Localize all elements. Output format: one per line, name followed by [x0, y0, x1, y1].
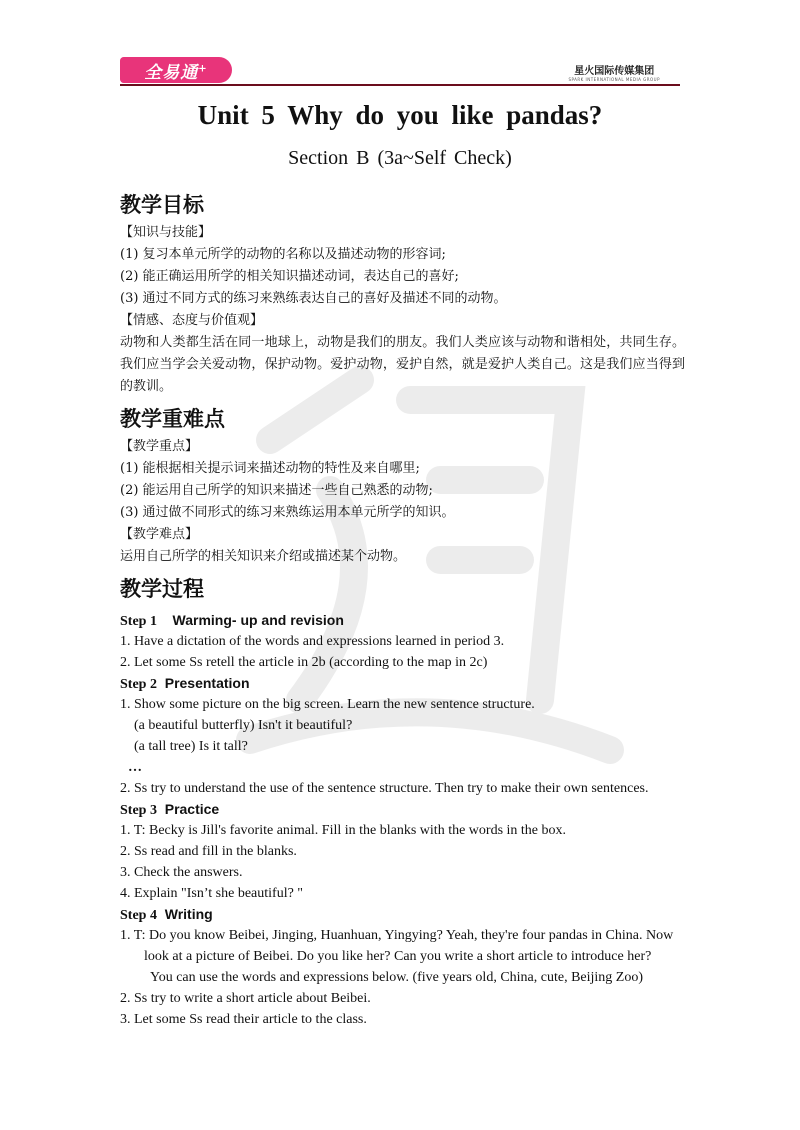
ellipsis: … [128, 760, 142, 775]
header-rule [120, 84, 680, 86]
focus-item: (3) 通过做不同形式的练习来熟练运用本单元所学的知识。 [120, 505, 455, 520]
page-title: Unit 5 Why do you like pandas? [197, 100, 603, 130]
step-line: 3. Let some Ss read their article to the class. [120, 1012, 367, 1027]
document-body [120, 188, 685, 1030]
step-line: look at a picture of Beibei. Do you like her? Can you write a short article to introduce her? [144, 949, 652, 964]
step-3-heading: Step 3 Practice [120, 801, 220, 818]
emotion-paragraph: 动物和人类都生活在同一地球上，动物是我们的朋友。我们人类应该与动物和谐相处，共同生存。我们应当学会关爱动物，保护动物。爱护动物，爱护自然，就是爱护人类自己。这是我们应当得到的教训。 [120, 335, 685, 394]
focus-label: 【教学重点】 [120, 439, 199, 454]
step-1-heading: Step 1 Warming- up and revision [120, 612, 344, 629]
step-4-heading: Step 4 Writing [120, 906, 213, 923]
step-line: 3. Check the answers. [120, 865, 243, 880]
step-line: 1. Have a dictation of the words and expressions learned in period 3. [120, 634, 505, 649]
step-line: 2. Ss read and fill in the blanks. [120, 844, 297, 859]
step-line: (a beautiful butterfly) Isn't it beautiful? [134, 718, 353, 733]
heading-key-points: 教学重难点 [120, 407, 225, 431]
step-line: 2. Ss try to write a short article about Beibei. [120, 991, 371, 1006]
step-line: 1. T: Do you know Beibei, Jinging, Huanhuan, Yingying? Yeah, they're four pandas in China. Now [120, 928, 674, 943]
step-line: 1. T: Becky is Jill's favorite animal. Fill in the blanks with the words in the box. [120, 823, 567, 838]
heading-objectives: 教学目标 [120, 193, 204, 217]
step-line: 4. Explain "Isn’t she beautiful? " [120, 886, 304, 901]
knowledge-item: (2) 能正确运用所学的相关知识描述动词，表达自己的喜好; [120, 269, 459, 284]
step-line: 2. Ss try to understand the use of the sentence structure. Then try to make their own sentences. [120, 781, 649, 796]
publisher-name: 星火国际传媒集团 [574, 66, 655, 77]
brand-logo [120, 57, 232, 83]
focus-item: (1) 能根据相关提示词来描述动物的特性及来自哪里; [120, 461, 420, 476]
knowledge-item: (3) 通过不同方式的练习来熟练表达自己的喜好及描述不同的动物。 [120, 291, 507, 306]
publisher-block [568, 62, 660, 82]
step-line: 2. Let some Ss retell the article in 2b (according to the map in 2c) [120, 655, 488, 670]
page-subtitle: Section B (3a~Self Check) [288, 147, 512, 169]
step-line: (a tall tree) Is it tall? [134, 739, 248, 754]
step-line: You can use the words and expressions below. (five years old, China, cute, Beijing Zoo) [150, 970, 644, 985]
difficulty-text: 运用自己所学的相关知识来介绍或描述某个动物。 [120, 549, 407, 564]
page-header [120, 55, 680, 87]
heading-process: 教学过程 [120, 577, 204, 601]
publisher-subtitle: SPARK INTERNATIONAL MEDIA GROUP [568, 77, 660, 82]
step-line: 1. Show some picture on the big screen. Learn the new sentence structure. [120, 697, 535, 712]
focus-item: (2) 能运用自己所学的知识来描述一些自己熟悉的动物; [120, 483, 433, 498]
logo-text: 全易通+ [144, 62, 208, 83]
emotion-label: 【情感、态度与价值观】 [120, 313, 264, 328]
knowledge-item: (1) 复习本单元所学的动物的名称以及描述动物的形容词; [120, 247, 446, 262]
step-2-heading: Step 2 Presentation [120, 675, 250, 692]
difficulty-label: 【教学难点】 [120, 527, 199, 542]
knowledge-label: 【知识与技能】 [120, 225, 212, 240]
